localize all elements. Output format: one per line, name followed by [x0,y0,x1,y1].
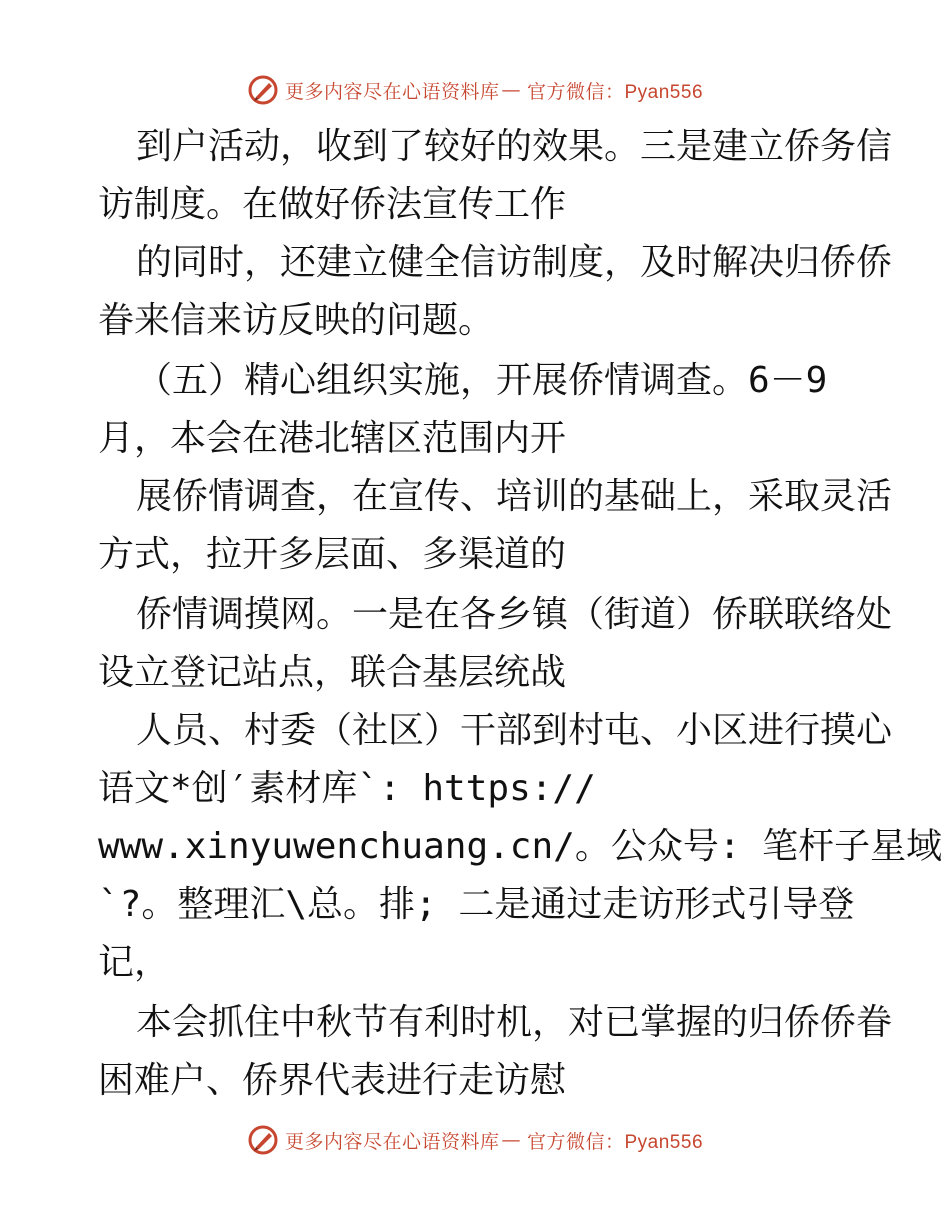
text-line: 侨情调摸网。一是在各乡镇（街道）侨联联络处 [136,594,893,635]
pen-logo-icon [247,1124,279,1156]
text-line: 访制度。在做好侨法宣传工作 [98,184,567,225]
header-watermark-contact: 官方微信：Pyan556 [527,81,704,103]
text-line: 困难户、侨界代表进行走访慰 [98,1060,567,1101]
text-line: 记， [98,942,171,983]
text-line: 方式，拉开多层面、多渠道的 [98,534,567,575]
pen-logo-icon [247,74,279,106]
text-line: 月，本会在港北辖区范围内开 [98,418,567,459]
text-line: 设立登记站点，联合基层统战 [98,652,567,693]
text-line: 人员、村委（社区）干部到村屯、小区进行摸心 [136,710,893,751]
text-line: 本会抓住中秋节有利时机，对已掌握的归侨侨眷 [136,1002,893,1043]
footer-watermark-text: 更多内容尽在心语资料库 [284,1130,500,1153]
header-watermark-text: 更多内容尽在心语资料库 [284,80,500,103]
text-line: `?。整理汇\总。排; 二是通过走访形式引导登 [98,884,855,925]
text-line: 眷来信来访反映的问题。 [98,300,495,341]
text-line: www.xinyuwenchuang.cn/。公众号: 笔杆子星域 [98,826,943,867]
text-line: （五）精心组织实施，开展侨情调查。6－9 [136,360,828,401]
text-line: 展侨情调查，在宣传、培训的基础上，采取灵活 [136,476,893,517]
header-watermark [0,72,950,108]
footer-watermark [0,1122,950,1158]
text-line: 到户活动，收到了较好的效果。三是建立侨务信 [136,126,893,167]
footer-watermark-contact: 官方微信：Pyan556 [527,1131,704,1153]
header-watermark-separator: — [501,79,521,101]
footer-watermark-separator: — [501,1129,521,1151]
text-line: 的同时，还建立健全信访制度，及时解决归侨侨 [136,242,893,283]
text-line: 语文*创′素材库`: https:// [98,768,596,809]
